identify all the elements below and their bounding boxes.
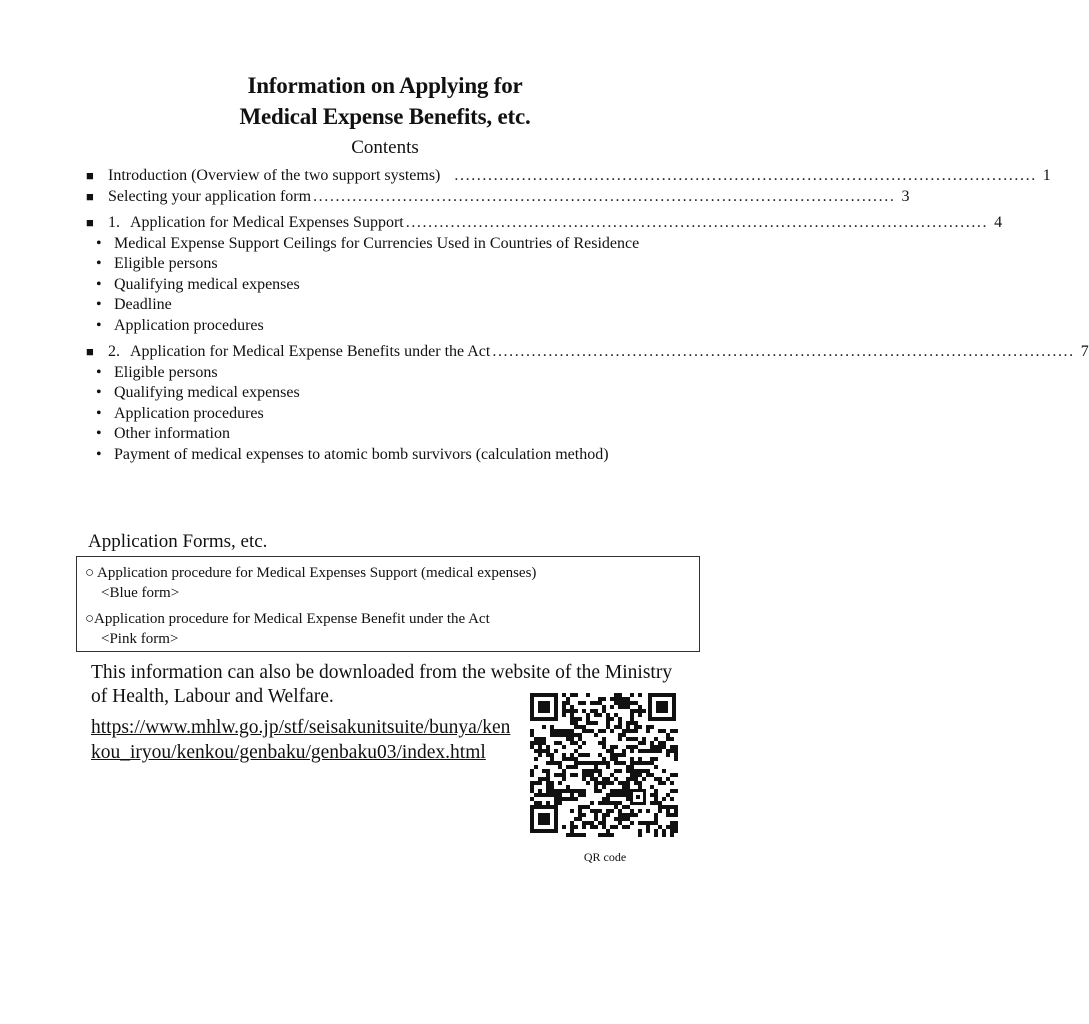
toc-dot-leader: ........................................................................................................: [405, 214, 989, 231]
contents-heading: Contents: [351, 137, 419, 158]
list-item: • Qualifying medical expenses: [86, 383, 680, 404]
form-entry-title: ○ Application procedure for Medical Expenses Support (medical expenses): [85, 565, 537, 581]
section-1-subitems: [86, 234, 680, 337]
qr-code: [528, 691, 678, 835]
toc-entry-introduction[interactable]: [86, 166, 1051, 187]
toc-dot-leader: ........................................................................................................: [492, 343, 1075, 360]
toc-label: Application for Medical Expenses Support: [130, 214, 404, 231]
toc-section-number: 2.: [108, 343, 120, 360]
section-2-subitems: [86, 363, 680, 466]
title-line-2: Medical Expense Benefits, etc.: [239, 104, 531, 129]
toc-dot-leader: ........................................................................................................: [454, 167, 1037, 184]
application-forms-heading: Application Forms, etc.: [88, 531, 268, 552]
bullet-icon: •: [96, 363, 102, 381]
toc-section-number: 1.: [108, 214, 120, 231]
form-entry-medical-expenses-support: [85, 563, 693, 603]
ministry-website-link[interactable]: https://www.mhlw.go.jp/stf/seisakunitsuite/bunya/kenkou_iryou/kenkou/genbaku/genbaku03/index.html: [91, 717, 511, 763]
bullet-icon: •: [96, 296, 102, 313]
list-item: • Other information: [86, 424, 680, 445]
form-color-label: <Blue form>: [101, 585, 180, 601]
list-item: • Medical Expense Support Ceilings for Currencies Used in Countries of Residence: [86, 234, 680, 255]
form-entry-title: ○Application procedure for Medical Expense Benefit under the Act: [85, 611, 490, 627]
square-bullet-icon: ■: [86, 168, 94, 183]
bullet-icon: •: [96, 404, 102, 422]
title-line-1: Information on Applying for: [247, 73, 523, 98]
form-color-label: <Pink form>: [101, 631, 179, 647]
form-entry-medical-expense-benefit: [85, 609, 693, 649]
toc-label: Selecting your application form: [108, 187, 312, 205]
bullet-icon: •: [96, 316, 102, 334]
toc-page-number: 4: [994, 214, 1003, 231]
download-notice: This information can also be downloaded from the website of the Ministry of Health, Labour and Welfare.: [91, 662, 673, 707]
square-bullet-icon: ■: [86, 188, 94, 204]
document-title: [0, 70, 770, 132]
toc-label: Introduction (Overview of the two support systems): [108, 167, 441, 184]
toc-label: Application for Medical Expense Benefits under the Act: [130, 343, 491, 360]
toc-entry-section-1[interactable]: [86, 213, 1003, 234]
list-item: • Application procedures: [86, 316, 680, 337]
toc-page-number: 7: [1080, 343, 1089, 360]
list-item: • Payment of medical expenses to atomic bomb survivors (calculation method): [86, 445, 680, 466]
table-of-contents: [86, 166, 1089, 465]
list-item: • Deadline: [86, 295, 680, 316]
toc-dot-leader: ........................................................................................................: [313, 187, 896, 205]
bullet-icon: •: [96, 234, 102, 252]
bullet-icon: •: [96, 275, 102, 293]
bullet-icon: •: [96, 255, 102, 272]
application-forms-box: [76, 556, 700, 652]
toc-entry-section-2[interactable]: [86, 342, 1089, 363]
square-bullet-icon: ■: [86, 215, 94, 230]
square-bullet-icon: ■: [86, 344, 94, 359]
qr-code-caption: QR code: [583, 850, 627, 864]
toc-page-number: 3: [901, 187, 910, 205]
list-item: • Eligible persons: [86, 254, 680, 275]
list-item: • Eligible persons: [86, 363, 680, 384]
list-item: • Application procedures: [86, 404, 680, 425]
bullet-icon: •: [96, 384, 102, 401]
toc-entry-selecting-form[interactable]: [86, 187, 910, 208]
bullet-icon: •: [96, 445, 102, 463]
list-item: • Qualifying medical expenses: [86, 275, 680, 296]
bullet-icon: •: [96, 425, 102, 442]
toc-page-number: 1: [1042, 167, 1051, 184]
